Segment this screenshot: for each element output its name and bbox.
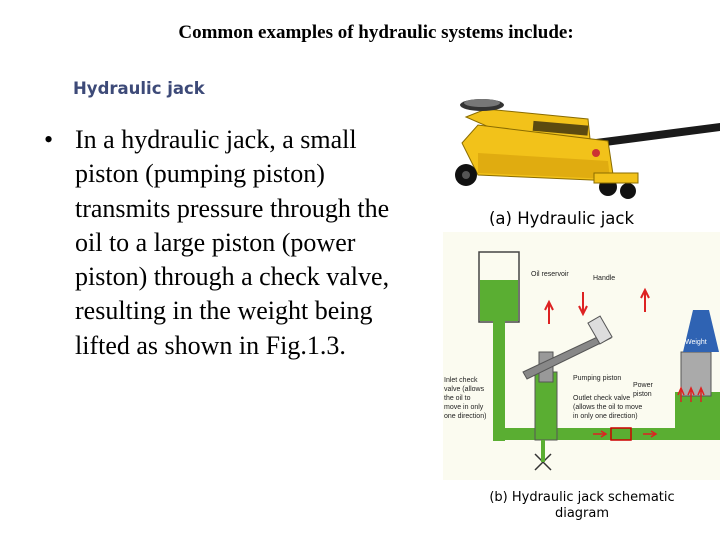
power-piston-label-2: piston (633, 391, 652, 398)
figure-b-caption: (b) Hydraulic jack schematic diagram (489, 490, 675, 521)
inlet-valve-label-3: the oil to (444, 395, 471, 402)
pumping-piston-label: Pumping piston (573, 375, 622, 382)
outlet-valve-label-2: (allows the oil to move (573, 404, 643, 411)
weight-label: Weight (685, 339, 707, 346)
figure-a-caption: (a) Hydraulic jack (489, 209, 635, 228)
oil-reservoir-label: Oil reservoir (531, 271, 569, 278)
slide-title: Common examples of hydraulic systems include: (178, 22, 574, 43)
bullet-point (44, 123, 414, 363)
inlet-valve-label-5: one direction) (444, 413, 487, 420)
outlet-valve-label-3: in only one direction) (573, 413, 638, 420)
hydraulic-jack-image (438, 95, 720, 203)
slide-subtitle: Hydraulic jack (73, 79, 205, 98)
bullet-text: In a hydraulic jack, a small piston (pumping piston) transmits pressure through the oil to a large piston (power piston) through a check valve, resulting in the weight being lifted as shown in Fig.1.3. (75, 125, 390, 360)
power-piston-label-1: Power (633, 382, 653, 389)
inlet-valve-label-4: move in only (444, 404, 484, 411)
bullet-dot-icon: • (44, 125, 54, 154)
outlet-valve-label-1: Outlet check valve (573, 395, 631, 402)
inlet-valve-label-1: Inlet check (444, 377, 478, 384)
inlet-valve-label-2: valve (allows (444, 386, 485, 393)
hydraulic-jack-schematic (443, 232, 720, 480)
handle-label: Handle (593, 275, 616, 282)
